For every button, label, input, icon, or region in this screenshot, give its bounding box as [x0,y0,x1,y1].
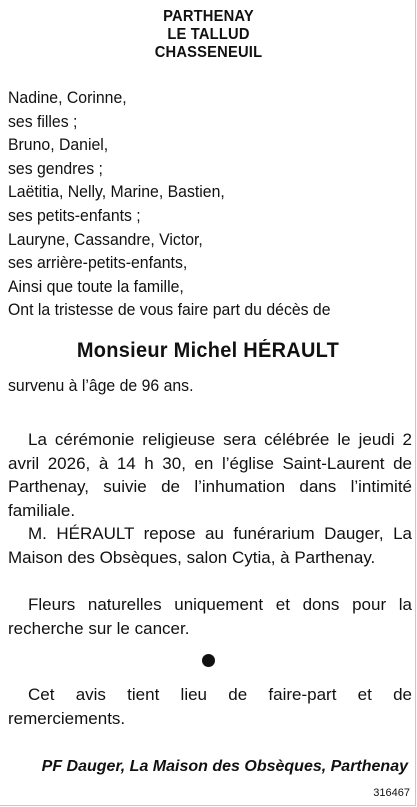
deceased-name-heading [0,338,417,364]
family-line: ses filles ; [8,111,78,131]
notice-paragraph: Cet avis tient lieu de faire-part et de remerciements. [8,685,412,728]
family-line: ses petits-enfants ; [8,205,141,225]
family-line: Bruno, Daniel, [8,135,109,155]
funeral-director-signature: PF Dauger, La Maison des Obsèques, Parthenay [41,758,408,775]
location-line-chasseneuil: CHASSENEUIL [154,44,263,61]
reference-number: 316467 [373,787,410,799]
age-line: survenu à l’âge de 96 ans. [8,376,194,395]
family-line: Laëtitia, Nelly, Marine, Bastien, [8,182,225,202]
family-line: ses gendres ; [8,158,103,178]
flowers-paragraph: Fleurs naturelles uniquement et dons pour la recherche sur le cancer. [8,595,412,638]
bullet-separator-icon [202,654,215,667]
deceased-name: Monsieur Michel HÉRAULT [77,339,340,362]
family-line: ses arrière-petits-enfants, [8,253,188,273]
family-line: Ont la tristesse de vous faire part du décès de [8,300,331,320]
family-line: Lauryne, Cassandre, Victor, [8,229,203,249]
family-list [8,86,412,322]
location-line-le-tallud: LE TALLUD [167,26,250,43]
ceremony-paragraph: La cérémonie religieuse sera célébrée le jeudi 2 avril 2026, à 14 h 30, en l’église Saint-Laurent de Parthenay, suivie de l’inhumation dans l’intimité familiale. [8,430,412,520]
funeral-home-paragraph: M. HÉRAULT repose au funérarium Dauger, La Maison des Obsèques, salon Cytia, à Parthenay. [8,524,412,567]
family-line: Nadine, Corinne, [8,88,127,107]
location-line-parthenay: PARTHENAY [163,8,254,25]
location-header [0,8,417,62]
family-line: Ainsi que toute la famille, [8,276,184,296]
